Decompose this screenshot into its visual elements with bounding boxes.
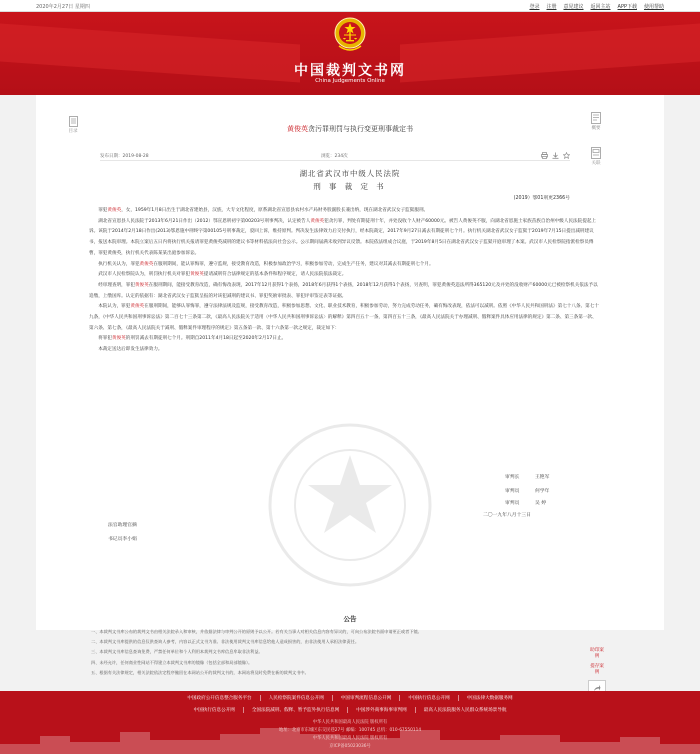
document-meta xyxy=(100,152,570,161)
top-bar xyxy=(0,0,700,12)
court-emblem-watermark-icon xyxy=(230,415,470,595)
footer-icp: 京ICP备05023036号 xyxy=(329,744,371,749)
footer-link[interactable]: 中国审判流程信息公开网 xyxy=(333,695,401,701)
site-footer xyxy=(0,691,700,754)
footer-links-row-2 xyxy=(0,707,700,713)
summary-icon xyxy=(591,112,601,124)
footer-copyright-2: 中华人民共和国最高人民法院 版权所有 xyxy=(312,736,388,741)
document-body xyxy=(89,206,601,356)
feedback-link[interactable]: 意见建议 xyxy=(563,4,584,10)
home-link[interactable]: 返回主站 xyxy=(590,4,611,10)
related-nav[interactable] xyxy=(588,147,604,166)
notice-item: 二、本裁判文书库提供的信息仅供查询人参考，内容以正式文书为准。非法使用裁判文书库信息给他人造成损害的，由非法使用人承担法律责任。 xyxy=(91,639,360,645)
paragraph: 经审理查明，罪犯黄俊英在服刑期间，能接受教育改造，确有悔改表现，2017年12月获得1个表扬，2018年6月获得1个表扬，2018年12月获得1个表扬，另查明，罪犯黄俊英违法所得365120元及并处的没收财产60000元已被检察机关依法予以追缴，上缴国库。认定的依据有：湖北省武汉女子监狱呈报的对该犯减刑的建议书、罪犯奖励审批表、罪犯评审鉴定表等证据。 xyxy=(89,282,598,299)
related-icon xyxy=(591,147,601,159)
favorite-icon[interactable] xyxy=(563,152,570,159)
toc-label: 目录 xyxy=(68,129,78,134)
app-download-link[interactable]: APP下载 xyxy=(617,4,637,10)
footer-link[interactable]: 人民检察院案件信息公开网 xyxy=(261,695,333,701)
paragraph: 湖北省宣恩县人民法院于2013年6月21日作出（2012）鄂宣恩刑初字第00203号刑事判决，认定被告人黄俊英犯贪污罪，判处有期徒刑十年，并处没收个人财产60000元。被告人黄俊英不服，向湖北省恩施土家族苗族自治州中级人民法院提起上诉。该院于2014年2月18日作出(2013)鄂恩施中刑终字第00105号刑事裁定，驳回上诉，维持原判。判决发生法律效力后交付执行，经本院裁定，2017年9月27日减去有期徒刑七个月。执行机关湖北省武汉女子监狱于2019年7月15日提出减刑建议书，报送本院审理。本院立案后五日内将执行机关报请罪犯黄俊英减刑的建议书等材料依法向社会公示。公示期间届满未收到异议反馈。本院依法组成合议庭，于2019年8月5日在湖北省武汉女子监狱开庭审理了本案。武汉市人民检察院指派检察员傅曹，罪犯黄俊英，执行机关代表陈某某出庭参加诉讼。 xyxy=(89,218,597,256)
paragraph: 本院认为，罪犯黄俊英在服刑期间，能够认罪悔罪，遵守法律法规及监规，接受教育改造，积极参加思想、文化、职业技术教育，积极参加劳动，努力完成劳动任务，确有悔改表现，依法可以减刑。依照《中华人民共和国刑法》第七十八条、第七十九条，《中华人民共和国刑事诉讼法》第二百七十三条第二款，《最高人民法院关于适用〈中华人民共和国刑事诉讼法〉的解释》第四百五十一条，第四百五十三条，《最高人民法院关于办理减刑、假释案件具体应用法律的规定》第二条、第三条第一款、第六条、第七条，《最高人民法院关于减刑、假释案件审理程序的规定》第五条第一款、第十六条第一款之规定，裁定如下： xyxy=(89,304,599,331)
judgment-date: 二〇一九年八月十三日 xyxy=(483,513,531,518)
notice-title: 公告 xyxy=(343,615,357,623)
case-number: (2019）鄂01刑更2366号 xyxy=(513,196,570,201)
paragraph: 武汉市人民检察院认为，刑罚执行机关对罪犯黄俊英提请减刑符合法律规定的基本条件和程序规定，请人民法院依法裁定。 xyxy=(98,272,347,278)
title-text: 贪污罪刑罚与执行变更刑事裁定书 xyxy=(308,125,413,133)
save-case-button[interactable]: 提存案例 xyxy=(590,664,604,675)
clerk-recorder: 书记员李小娟 xyxy=(108,537,137,542)
title-defendant-name: 黄俊英 xyxy=(287,125,308,133)
paragraph: 执行机关认为，罪犯黄俊英在服刑期间，能认罪悔罪，遵守监规，接受教育改造，积极参加政治学习，积极参加劳动，完成生产任务，建议对其减去有期徒刑七个月。 xyxy=(98,261,434,267)
paragraph: 罪犯黄俊英，女，1959年1月8日出生于湖北省建始县，汉族，大专文化程度，原系湖北省宣恩县农村水产局财务股副股长兼出纳，现在湖北省武汉女子监狱服刑。 xyxy=(98,208,429,213)
court-emblem-icon xyxy=(333,16,367,54)
notice-list xyxy=(91,627,601,678)
print-icon[interactable] xyxy=(541,152,548,159)
view-count: 浏览：234次 xyxy=(321,154,348,159)
footer-link[interactable]: 中国执行信息公开网 xyxy=(400,695,458,701)
publish-date: 发布日期：2019-08-28 xyxy=(100,154,149,159)
related-label: 关联 xyxy=(591,161,601,166)
login-link[interactable]: 登录 xyxy=(529,4,540,10)
current-date: 2020年2月27日 星期四 xyxy=(36,4,90,10)
footer-links-row-1 xyxy=(0,695,700,701)
paragraph: 本裁定送达后即发生法律效力。 xyxy=(98,347,163,353)
help-link[interactable]: 使用帮助 xyxy=(643,4,664,10)
footer-copyright: 中华人民共和国最高人民法院 版权所有 xyxy=(312,720,388,725)
footer-address: 地址：北京市东城区东交民巷27号 邮编：100745 总机：010-67550114 xyxy=(278,728,422,733)
document-title xyxy=(36,124,664,134)
site-title-en: China Judgements Online xyxy=(315,78,385,84)
register-link[interactable]: 注册 xyxy=(546,4,557,10)
site-header xyxy=(0,12,700,95)
download-icon[interactable] xyxy=(552,152,559,159)
footer-link[interactable]: 中国政府公开信息整合服务平台 xyxy=(179,695,260,701)
signature-presiding-judge: 审判长 王艳军 xyxy=(505,475,550,480)
notice-item: 五、根据有关法律规定，相关法院依法定程序撤回在本网站公开的裁判文书的，本网站将及时免费在新的裁判文书中。 xyxy=(91,669,309,675)
footer-link[interactable]: 中国涉外商事海事审判网 xyxy=(348,707,416,713)
print-case-button[interactable]: 助印案例 xyxy=(590,648,604,659)
site-title[interactable]: 中国裁判文书网 xyxy=(294,63,406,79)
document-type: 刑 事 裁 定 书 xyxy=(313,182,387,191)
signature-judge-1: 审判员 何学年 xyxy=(505,489,550,494)
paragraph: 将罪犯黄俊英的刑罚减去有期徒刑七个月。刑期自2011年4月18日起至2020年2月17日止。 xyxy=(98,336,287,342)
footer-link[interactable]: 全国法院减刑、假释、暂予监外执行信息网 xyxy=(244,707,348,713)
notice-item: 三、本裁判文书库信息查询免费，严禁任何单位和个人利用本裁判文书库信息牟取非法利益。 xyxy=(91,649,263,655)
notice-item: 一、本裁判文书库公布的裁判文书由相关法院录入和审核，并依据法律与审判公开的原则予以公开。若有关当事人对相关信息内容有异议的，可向公布法院书面申请更正或者下镜。 xyxy=(91,629,422,634)
footer-link[interactable]: 中国法律大数据服务网 xyxy=(466,696,513,701)
top-links xyxy=(529,3,664,10)
footer-link[interactable]: 最高人民法院服务人民群众系统场景导航 xyxy=(423,708,507,713)
notice-item: 四、未经允许，任何商业性网站不得建立本裁判文书库的镜像（包括全部和局部镜像）。 xyxy=(91,659,253,665)
footer-link[interactable]: 中国执行信息公开网 xyxy=(186,707,244,713)
summary-label: 概要 xyxy=(591,126,601,131)
clerk-assistant: 法官助理官摘 xyxy=(108,523,137,528)
signature-judge-2: 审判员 吴 婷 xyxy=(505,501,547,506)
court-name: 湖北省武汉市中级人民法院 xyxy=(299,169,401,178)
